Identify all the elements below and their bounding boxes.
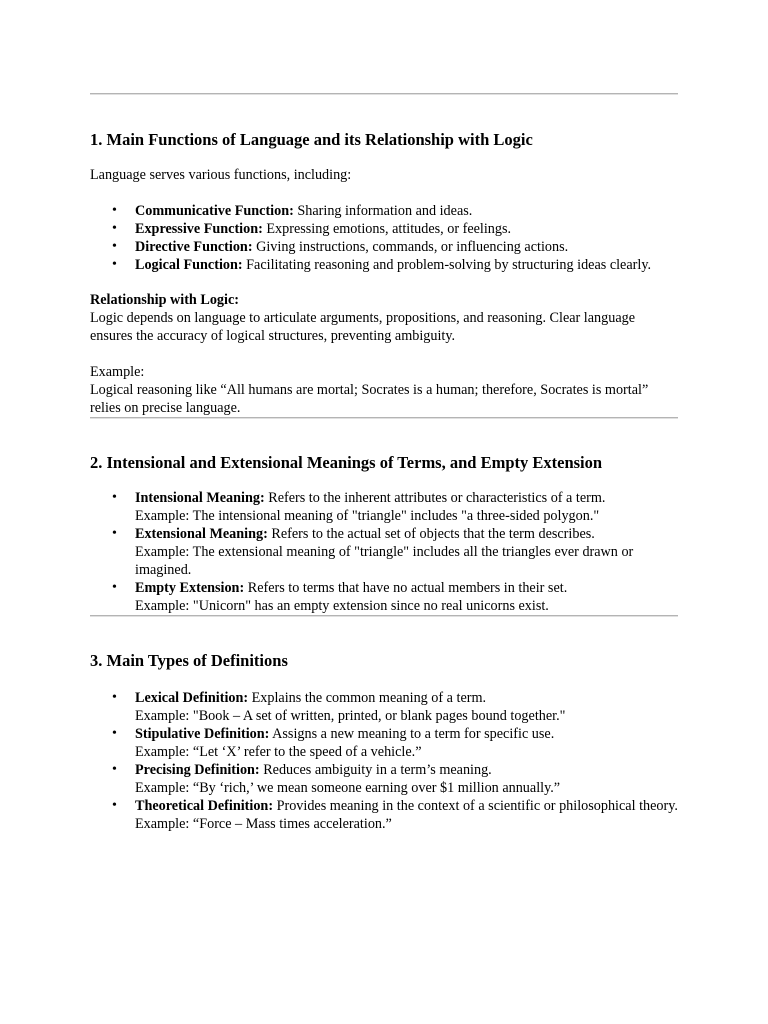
list-item <box>135 797 678 833</box>
horizontal-rule <box>90 417 678 419</box>
meanings-list <box>90 489 678 615</box>
list-item-term: Logical Function: <box>135 257 243 273</box>
section-2-heading: 2. Intensional and Extensional Meanings of Terms, and Empty Extension <box>90 453 603 472</box>
list-item-term: Extensional Meaning: <box>135 526 268 542</box>
list-item-desc: Facilitating reasoning and problem-solving by structuring ideas clearly. <box>242 257 652 273</box>
list-item <box>135 202 678 220</box>
list-item <box>135 525 678 579</box>
list-item <box>135 220 678 238</box>
list-item-example: Example: "Book – A set of written, printed, or blank pages bound together." <box>135 708 566 724</box>
list-item-term: Expressive Function: <box>135 221 263 237</box>
list-item-term: Empty Extension: <box>135 580 245 596</box>
list-item-example: Example: The extensional meaning of "triangle" includes all the triangles ever drawn or imagined. <box>135 544 634 578</box>
list-item-term: Communicative Function: <box>135 203 294 219</box>
list-item-desc: Provides meaning in the context of a scientific or philosophical theory. <box>273 798 678 814</box>
list-item-term: Precising Definition: <box>135 762 260 778</box>
list-item-desc: Explains the common meaning of a term. <box>248 690 487 706</box>
list-item <box>135 489 678 525</box>
horizontal-rule <box>90 615 678 617</box>
list-item-desc: Giving instructions, commands, or influencing actions. <box>252 239 569 255</box>
example-paragraph <box>90 363 678 417</box>
list-item-term: Theoretical Definition: <box>135 798 274 814</box>
list-item <box>135 725 678 761</box>
list-item-desc: Assigns a new meaning to a term for specific use. <box>269 726 555 742</box>
document-content <box>90 93 678 833</box>
example-label: Example: <box>90 364 145 380</box>
section-1-heading: 1. Main Functions of Language and its Relationship with Logic <box>90 130 533 149</box>
relationship-text: Logic depends on language to articulate arguments, propositions, and reasoning. Clear language ensures the accuracy of logical structures, preventing ambiguity. <box>90 310 636 344</box>
list-item <box>135 761 678 797</box>
list-item-desc: Sharing information and ideas. <box>293 203 473 219</box>
list-item-term: Stipulative Definition: <box>135 726 270 742</box>
list-item-term: Intensional Meaning: <box>135 490 265 506</box>
list-item-example: Example: The intensional meaning of "triangle" includes "a three-sided polygon." <box>135 508 600 524</box>
section-3-heading: 3. Main Types of Definitions <box>90 651 288 670</box>
list-item-example: Example: “Let ‘X’ refer to the speed of a vehicle.” <box>135 744 422 760</box>
section-1-intro: Language serves various functions, including: <box>90 167 352 183</box>
list-item-desc: Expressing emotions, attitudes, or feelings. <box>262 221 512 237</box>
horizontal-rule <box>90 93 678 95</box>
list-item <box>135 579 678 615</box>
list-item <box>135 238 678 256</box>
list-item-desc: Refers to the actual set of objects that the term describes. <box>267 526 595 542</box>
example-text: Logical reasoning like “All humans are mortal; Socrates is a human; therefore, Socrates is mortal” relies on precise language. <box>90 382 649 416</box>
list-item-term: Directive Function: <box>135 239 253 255</box>
relationship-paragraph <box>90 291 678 345</box>
list-item-term: Lexical Definition: <box>135 690 249 706</box>
list-item-desc: Refers to terms that have no actual members in their set. <box>244 580 568 596</box>
language-functions-list <box>90 202 678 274</box>
list-item-example: Example: “Force – Mass times acceleration.” <box>135 816 392 832</box>
list-item-example: Example: "Unicorn" has an empty extension since no real unicorns exist. <box>135 598 549 614</box>
list-item-desc: Refers to the inherent attributes or characteristics of a term. <box>264 490 606 506</box>
list-item <box>135 689 678 725</box>
list-item <box>135 256 678 274</box>
definitions-list <box>90 689 678 833</box>
relationship-heading: Relationship with Logic: <box>90 292 239 308</box>
list-item-example: Example: “By ‘rich,’ we mean someone earning over $1 million annually.” <box>135 780 561 796</box>
list-item-desc: Reduces ambiguity in a term’s meaning. <box>259 762 492 778</box>
